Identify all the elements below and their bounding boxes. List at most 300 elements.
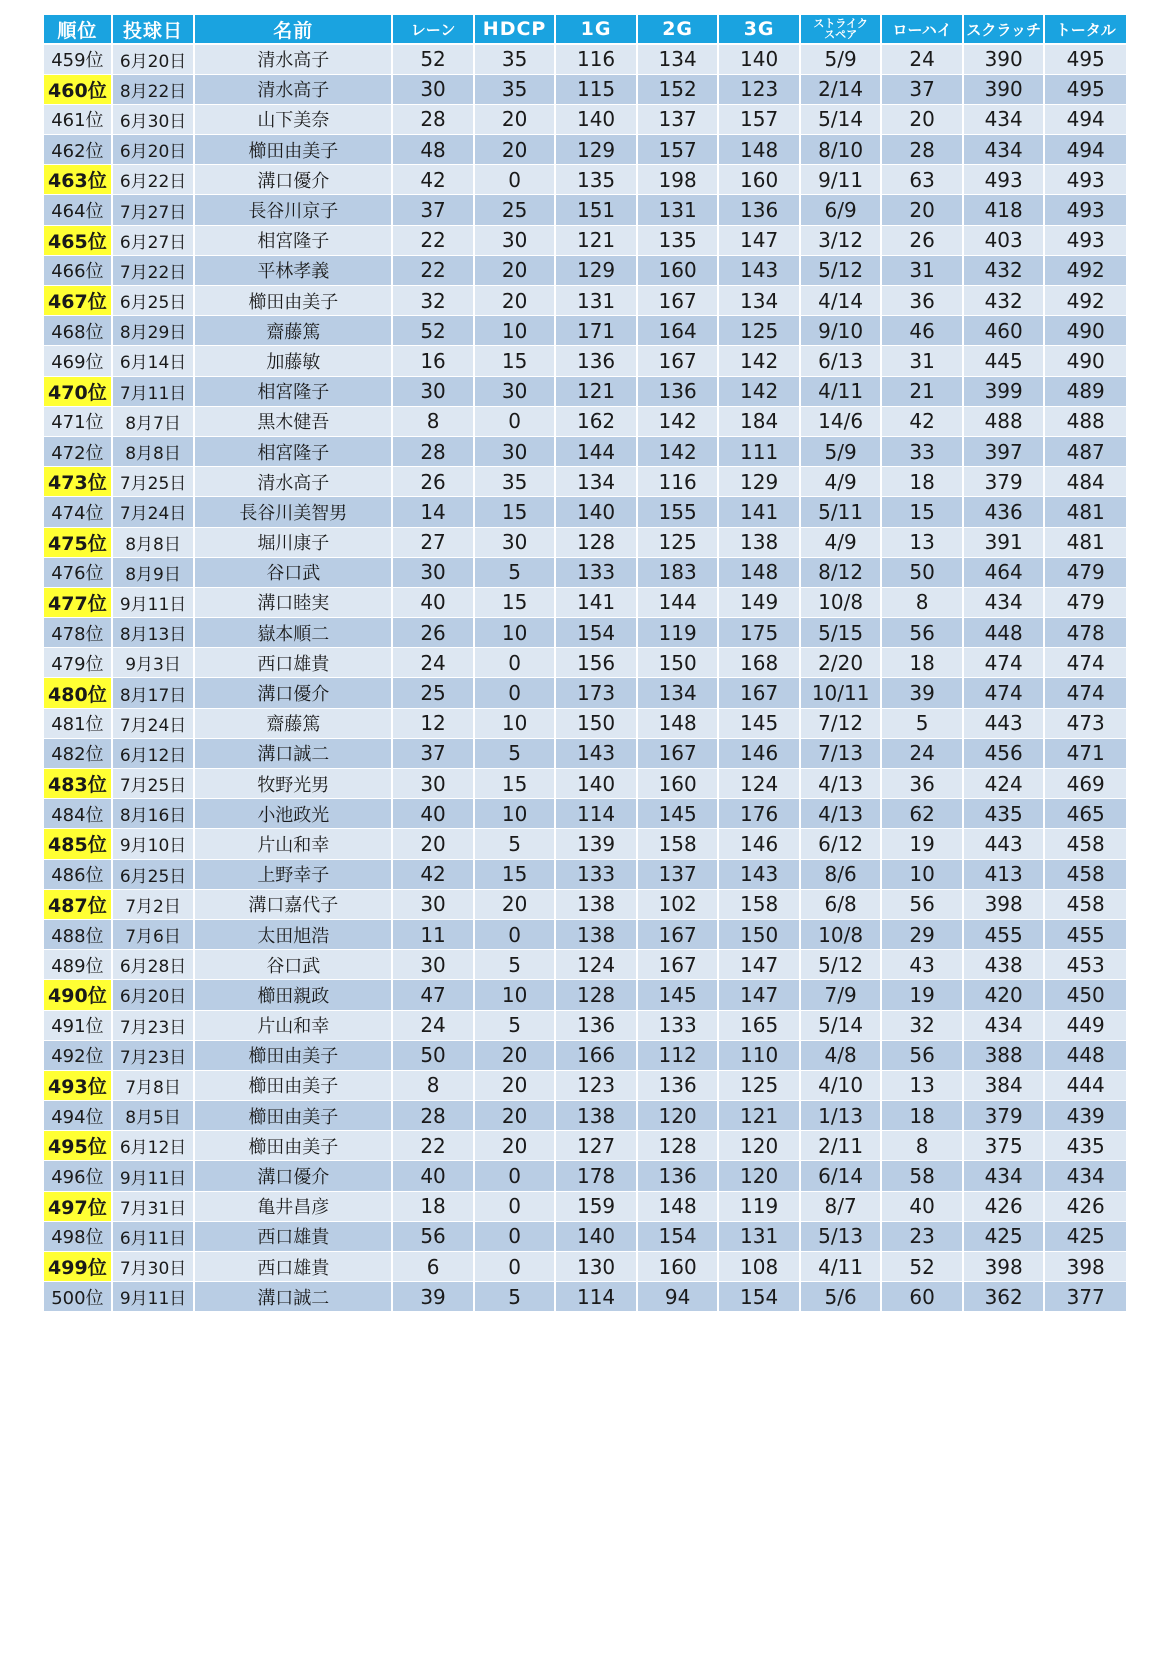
hdcp-cell: 5: [474, 950, 556, 980]
strike-spare-cell: 8/7: [800, 1191, 882, 1221]
game2-cell: 137: [637, 104, 719, 134]
lane-cell: 14: [392, 497, 474, 527]
scratch-cell: 379: [963, 467, 1045, 497]
lane-cell: 22: [392, 1131, 474, 1161]
total-cell: 455: [1044, 919, 1126, 949]
strike-spare-cell: 2/11: [800, 1131, 882, 1161]
lane-cell: 30: [392, 769, 474, 799]
lowhigh-cell: 18: [881, 467, 963, 497]
date-cell: 8月8日: [112, 436, 195, 466]
lowhigh-cell: 10: [881, 859, 963, 889]
game3-cell: 129: [718, 467, 800, 497]
date-cell: 6月27日: [112, 225, 195, 255]
game1-cell: 128: [555, 980, 637, 1010]
game3-cell: 148: [718, 135, 800, 165]
header-row: [44, 15, 1126, 44]
game3-cell: 142: [718, 376, 800, 406]
lowhigh-cell: 26: [881, 225, 963, 255]
date-cell: 6月12日: [112, 738, 195, 768]
date-cell: 7月31日: [112, 1191, 195, 1221]
total-cell: 449: [1044, 1010, 1126, 1040]
scratch-cell: 434: [963, 587, 1045, 617]
header-spare: スペア: [824, 28, 858, 41]
name-cell: 西口雄貴: [194, 1221, 392, 1251]
name-cell: 片山和幸: [194, 1010, 392, 1040]
scratch-cell: 403: [963, 225, 1045, 255]
total-cell: 465: [1044, 799, 1126, 829]
date-cell: 7月23日: [112, 1040, 195, 1070]
total-cell: 494: [1044, 104, 1126, 134]
scratch-cell: 424: [963, 769, 1045, 799]
rank-cell: 490位: [44, 980, 112, 1010]
lane-cell: 12: [392, 708, 474, 738]
table-row: [44, 1010, 1126, 1040]
date-cell: 6月20日: [112, 135, 195, 165]
game2-cell: 160: [637, 769, 719, 799]
scratch-cell: 448: [963, 618, 1045, 648]
rank-cell: 494位: [44, 1101, 112, 1131]
lane-cell: 47: [392, 980, 474, 1010]
date-cell: 7月25日: [112, 467, 195, 497]
name-cell: 溝口優介: [194, 165, 392, 195]
strike-spare-cell: 4/13: [800, 769, 882, 799]
game1-cell: 133: [555, 859, 637, 889]
total-cell: 458: [1044, 829, 1126, 859]
table-row: [44, 104, 1126, 134]
lane-cell: 16: [392, 346, 474, 376]
total-cell: 474: [1044, 678, 1126, 708]
name-cell: 櫛田由美子: [194, 1131, 392, 1161]
game1-cell: 138: [555, 889, 637, 919]
total-cell: 484: [1044, 467, 1126, 497]
header-strike-spare: [800, 15, 882, 44]
total-cell: 493: [1044, 195, 1126, 225]
scratch-cell: 384: [963, 1070, 1045, 1100]
total-cell: 474: [1044, 648, 1126, 678]
lowhigh-cell: 40: [881, 1191, 963, 1221]
scratch-cell: 390: [963, 44, 1045, 74]
game3-cell: 142: [718, 346, 800, 376]
total-cell: 448: [1044, 1040, 1126, 1070]
scratch-cell: 438: [963, 950, 1045, 980]
rank-cell: 497位: [44, 1191, 112, 1221]
strike-spare-cell: 4/9: [800, 467, 882, 497]
rank-cell: 483位: [44, 769, 112, 799]
lane-cell: 56: [392, 1221, 474, 1251]
date-cell: 8月7日: [112, 406, 195, 436]
lowhigh-cell: 46: [881, 316, 963, 346]
game1-cell: 127: [555, 1131, 637, 1161]
name-cell: 相宮隆子: [194, 376, 392, 406]
scratch-cell: 362: [963, 1282, 1045, 1312]
table-row: [44, 1161, 1126, 1191]
game3-cell: 157: [718, 104, 800, 134]
game2-cell: 148: [637, 708, 719, 738]
lowhigh-cell: 5: [881, 708, 963, 738]
game2-cell: 167: [637, 950, 719, 980]
hdcp-cell: 15: [474, 497, 556, 527]
table-row: [44, 829, 1126, 859]
total-cell: 435: [1044, 1131, 1126, 1161]
scratch-cell: 434: [963, 135, 1045, 165]
game2-cell: 102: [637, 889, 719, 919]
game3-cell: 123: [718, 74, 800, 104]
game3-cell: 165: [718, 1010, 800, 1040]
table-row: [44, 406, 1126, 436]
table-row: [44, 44, 1126, 74]
total-cell: 489: [1044, 376, 1126, 406]
game2-cell: 136: [637, 1070, 719, 1100]
lowhigh-cell: 18: [881, 1101, 963, 1131]
game1-cell: 166: [555, 1040, 637, 1070]
lowhigh-cell: 52: [881, 1252, 963, 1282]
name-cell: 太田旭浩: [194, 919, 392, 949]
hdcp-cell: 15: [474, 587, 556, 617]
header-hdcp: HDCP: [474, 15, 556, 44]
strike-spare-cell: 7/9: [800, 980, 882, 1010]
header-strike: ストライク: [813, 17, 868, 30]
date-cell: 9月11日: [112, 587, 195, 617]
scratch-cell: 432: [963, 255, 1045, 285]
game1-cell: 140: [555, 497, 637, 527]
game2-cell: 112: [637, 1040, 719, 1070]
name-cell: 齋藤篤: [194, 316, 392, 346]
lowhigh-cell: 24: [881, 738, 963, 768]
scratch-cell: 432: [963, 286, 1045, 316]
game3-cell: 184: [718, 406, 800, 436]
rank-cell: 496位: [44, 1161, 112, 1191]
lane-cell: 30: [392, 557, 474, 587]
strike-spare-cell: 5/15: [800, 618, 882, 648]
lowhigh-cell: 58: [881, 1161, 963, 1191]
game3-cell: 138: [718, 527, 800, 557]
date-cell: 6月25日: [112, 859, 195, 889]
game3-cell: 120: [718, 1131, 800, 1161]
strike-spare-cell: 10/8: [800, 587, 882, 617]
game3-cell: 147: [718, 950, 800, 980]
game2-cell: 183: [637, 557, 719, 587]
strike-spare-cell: 9/11: [800, 165, 882, 195]
lane-cell: 52: [392, 44, 474, 74]
game2-cell: 167: [637, 738, 719, 768]
hdcp-cell: 10: [474, 618, 556, 648]
strike-spare-cell: 5/14: [800, 104, 882, 134]
scratch-cell: 456: [963, 738, 1045, 768]
lowhigh-cell: 42: [881, 406, 963, 436]
game3-cell: 119: [718, 1191, 800, 1221]
table-row: [44, 708, 1126, 738]
lowhigh-cell: 63: [881, 165, 963, 195]
game1-cell: 123: [555, 1070, 637, 1100]
strike-spare-cell: 2/20: [800, 648, 882, 678]
rank-cell: 468位: [44, 316, 112, 346]
scratch-cell: 426: [963, 1191, 1045, 1221]
game2-cell: 142: [637, 406, 719, 436]
total-cell: 481: [1044, 497, 1126, 527]
game2-cell: 136: [637, 376, 719, 406]
strike-spare-cell: 5/12: [800, 255, 882, 285]
game3-cell: 168: [718, 648, 800, 678]
game2-cell: 167: [637, 346, 719, 376]
date-cell: 9月10日: [112, 829, 195, 859]
strike-spare-cell: 8/12: [800, 557, 882, 587]
name-cell: 齋藤篤: [194, 708, 392, 738]
name-cell: 櫛田由美子: [194, 1070, 392, 1100]
date-cell: 7月25日: [112, 769, 195, 799]
total-cell: 453: [1044, 950, 1126, 980]
table-row: [44, 286, 1126, 316]
total-cell: 495: [1044, 74, 1126, 104]
date-cell: 7月6日: [112, 919, 195, 949]
game1-cell: 136: [555, 1010, 637, 1040]
game2-cell: 160: [637, 1252, 719, 1282]
table-row: [44, 195, 1126, 225]
game3-cell: 147: [718, 980, 800, 1010]
rank-cell: 480位: [44, 678, 112, 708]
lowhigh-cell: 37: [881, 74, 963, 104]
rank-cell: 463位: [44, 165, 112, 195]
total-cell: 493: [1044, 165, 1126, 195]
table-row: [44, 648, 1126, 678]
game1-cell: 173: [555, 678, 637, 708]
strike-spare-cell: 5/6: [800, 1282, 882, 1312]
strike-spare-cell: 10/8: [800, 919, 882, 949]
date-cell: 8月16日: [112, 799, 195, 829]
total-cell: 469: [1044, 769, 1126, 799]
table-row: [44, 919, 1126, 949]
lane-cell: 24: [392, 648, 474, 678]
total-cell: 426: [1044, 1191, 1126, 1221]
lane-cell: 48: [392, 135, 474, 165]
lowhigh-cell: 62: [881, 799, 963, 829]
header-game3: 3G: [718, 15, 800, 44]
game2-cell: 125: [637, 527, 719, 557]
game3-cell: 125: [718, 316, 800, 346]
game2-cell: 167: [637, 286, 719, 316]
game2-cell: 137: [637, 859, 719, 889]
date-cell: 6月12日: [112, 1131, 195, 1161]
lowhigh-cell: 13: [881, 527, 963, 557]
total-cell: 471: [1044, 738, 1126, 768]
name-cell: 櫛田由美子: [194, 1040, 392, 1070]
name-cell: 亀井昌彦: [194, 1191, 392, 1221]
name-cell: 溝口誠二: [194, 738, 392, 768]
name-cell: 加藤敏: [194, 346, 392, 376]
lane-cell: 40: [392, 1161, 474, 1191]
game1-cell: 144: [555, 436, 637, 466]
lowhigh-cell: 60: [881, 1282, 963, 1312]
hdcp-cell: 0: [474, 1161, 556, 1191]
rank-cell: 488位: [44, 919, 112, 949]
lowhigh-cell: 29: [881, 919, 963, 949]
lane-cell: 28: [392, 436, 474, 466]
total-cell: 487: [1044, 436, 1126, 466]
name-cell: 清水高子: [194, 44, 392, 74]
rank-cell: 478位: [44, 618, 112, 648]
lowhigh-cell: 31: [881, 346, 963, 376]
date-cell: 7月27日: [112, 195, 195, 225]
hdcp-cell: 0: [474, 1221, 556, 1251]
scratch-cell: 474: [963, 678, 1045, 708]
header-scratch: スクラッチ: [963, 15, 1045, 44]
hdcp-cell: 0: [474, 678, 556, 708]
game3-cell: 145: [718, 708, 800, 738]
date-cell: 6月14日: [112, 346, 195, 376]
rank-cell: 465位: [44, 225, 112, 255]
header-lane: レーン: [392, 15, 474, 44]
lowhigh-cell: 39: [881, 678, 963, 708]
game3-cell: 108: [718, 1252, 800, 1282]
rank-cell: 466位: [44, 255, 112, 285]
scratch-cell: 388: [963, 1040, 1045, 1070]
table-row: [44, 950, 1126, 980]
hdcp-cell: 20: [474, 286, 556, 316]
game3-cell: 175: [718, 618, 800, 648]
total-cell: 494: [1044, 135, 1126, 165]
game3-cell: 120: [718, 1161, 800, 1191]
game2-cell: 167: [637, 919, 719, 949]
scratch-cell: 398: [963, 889, 1045, 919]
hdcp-cell: 35: [474, 467, 556, 497]
name-cell: 山下美奈: [194, 104, 392, 134]
lowhigh-cell: 21: [881, 376, 963, 406]
hdcp-cell: 5: [474, 829, 556, 859]
game1-cell: 136: [555, 346, 637, 376]
rank-cell: 484位: [44, 799, 112, 829]
name-cell: 平林孝義: [194, 255, 392, 285]
rank-cell: 495位: [44, 1131, 112, 1161]
strike-spare-cell: 8/6: [800, 859, 882, 889]
lane-cell: 37: [392, 195, 474, 225]
hdcp-cell: 20: [474, 135, 556, 165]
game1-cell: 171: [555, 316, 637, 346]
game3-cell: 121: [718, 1101, 800, 1131]
game1-cell: 139: [555, 829, 637, 859]
game3-cell: 148: [718, 557, 800, 587]
date-cell: 6月11日: [112, 1221, 195, 1251]
hdcp-cell: 10: [474, 316, 556, 346]
strike-spare-cell: 6/9: [800, 195, 882, 225]
game3-cell: 110: [718, 1040, 800, 1070]
lowhigh-cell: 33: [881, 436, 963, 466]
date-cell: 8月5日: [112, 1101, 195, 1131]
lane-cell: 8: [392, 1070, 474, 1100]
strike-spare-cell: 5/14: [800, 1010, 882, 1040]
game2-cell: 131: [637, 195, 719, 225]
lowhigh-cell: 23: [881, 1221, 963, 1251]
game2-cell: 119: [637, 618, 719, 648]
strike-spare-cell: 5/12: [800, 950, 882, 980]
game1-cell: 124: [555, 950, 637, 980]
game1-cell: 121: [555, 376, 637, 406]
game3-cell: 154: [718, 1282, 800, 1312]
date-cell: 7月2日: [112, 889, 195, 919]
lowhigh-cell: 8: [881, 1131, 963, 1161]
game1-cell: 114: [555, 799, 637, 829]
header-name: 名前: [194, 15, 392, 44]
table-row: [44, 678, 1126, 708]
date-cell: 6月25日: [112, 286, 195, 316]
table-row: [44, 1070, 1126, 1100]
rank-cell: 473位: [44, 467, 112, 497]
game3-cell: 143: [718, 859, 800, 889]
game3-cell: 124: [718, 769, 800, 799]
name-cell: 長谷川美智男: [194, 497, 392, 527]
hdcp-cell: 20: [474, 255, 556, 285]
game2-cell: 120: [637, 1101, 719, 1131]
strike-spare-cell: 10/11: [800, 678, 882, 708]
table-row: [44, 436, 1126, 466]
scratch-cell: 434: [963, 1010, 1045, 1040]
game2-cell: 128: [637, 1131, 719, 1161]
game3-cell: 143: [718, 255, 800, 285]
total-cell: 450: [1044, 980, 1126, 1010]
game1-cell: 129: [555, 255, 637, 285]
hdcp-cell: 30: [474, 376, 556, 406]
game1-cell: 116: [555, 44, 637, 74]
total-cell: 377: [1044, 1282, 1126, 1312]
game3-cell: 146: [718, 738, 800, 768]
lane-cell: 37: [392, 738, 474, 768]
date-cell: 9月11日: [112, 1282, 195, 1312]
game1-cell: 128: [555, 527, 637, 557]
rank-cell: 461位: [44, 104, 112, 134]
strike-spare-cell: 4/13: [800, 799, 882, 829]
hdcp-cell: 30: [474, 225, 556, 255]
lowhigh-cell: 8: [881, 587, 963, 617]
game1-cell: 159: [555, 1191, 637, 1221]
name-cell: 溝口優介: [194, 1161, 392, 1191]
hdcp-cell: 15: [474, 859, 556, 889]
date-cell: 8月17日: [112, 678, 195, 708]
strike-spare-cell: 14/6: [800, 406, 882, 436]
date-cell: 6月20日: [112, 44, 195, 74]
lowhigh-cell: 50: [881, 557, 963, 587]
header-rank: 順位: [44, 15, 112, 44]
game1-cell: 114: [555, 1282, 637, 1312]
lane-cell: 39: [392, 1282, 474, 1312]
table-row: [44, 497, 1126, 527]
game2-cell: 198: [637, 165, 719, 195]
total-cell: 495: [1044, 44, 1126, 74]
strike-spare-cell: 5/9: [800, 44, 882, 74]
scratch-cell: 443: [963, 708, 1045, 738]
total-cell: 488: [1044, 406, 1126, 436]
lane-cell: 40: [392, 799, 474, 829]
lane-cell: 30: [392, 74, 474, 104]
game3-cell: 167: [718, 678, 800, 708]
rank-cell: 492位: [44, 1040, 112, 1070]
scratch-cell: 493: [963, 165, 1045, 195]
scratch-cell: 391: [963, 527, 1045, 557]
scratch-cell: 379: [963, 1101, 1045, 1131]
lane-cell: 27: [392, 527, 474, 557]
lane-cell: 20: [392, 829, 474, 859]
game3-cell: 136: [718, 195, 800, 225]
strike-spare-cell: 6/12: [800, 829, 882, 859]
rank-cell: 479位: [44, 648, 112, 678]
game2-cell: 144: [637, 587, 719, 617]
game1-cell: 141: [555, 587, 637, 617]
game2-cell: 94: [637, 1282, 719, 1312]
hdcp-cell: 20: [474, 1101, 556, 1131]
rank-cell: 493位: [44, 1070, 112, 1100]
lane-cell: 24: [392, 1010, 474, 1040]
table-row: [44, 1252, 1126, 1282]
rank-cell: 462位: [44, 135, 112, 165]
scratch-cell: 397: [963, 436, 1045, 466]
game1-cell: 138: [555, 919, 637, 949]
